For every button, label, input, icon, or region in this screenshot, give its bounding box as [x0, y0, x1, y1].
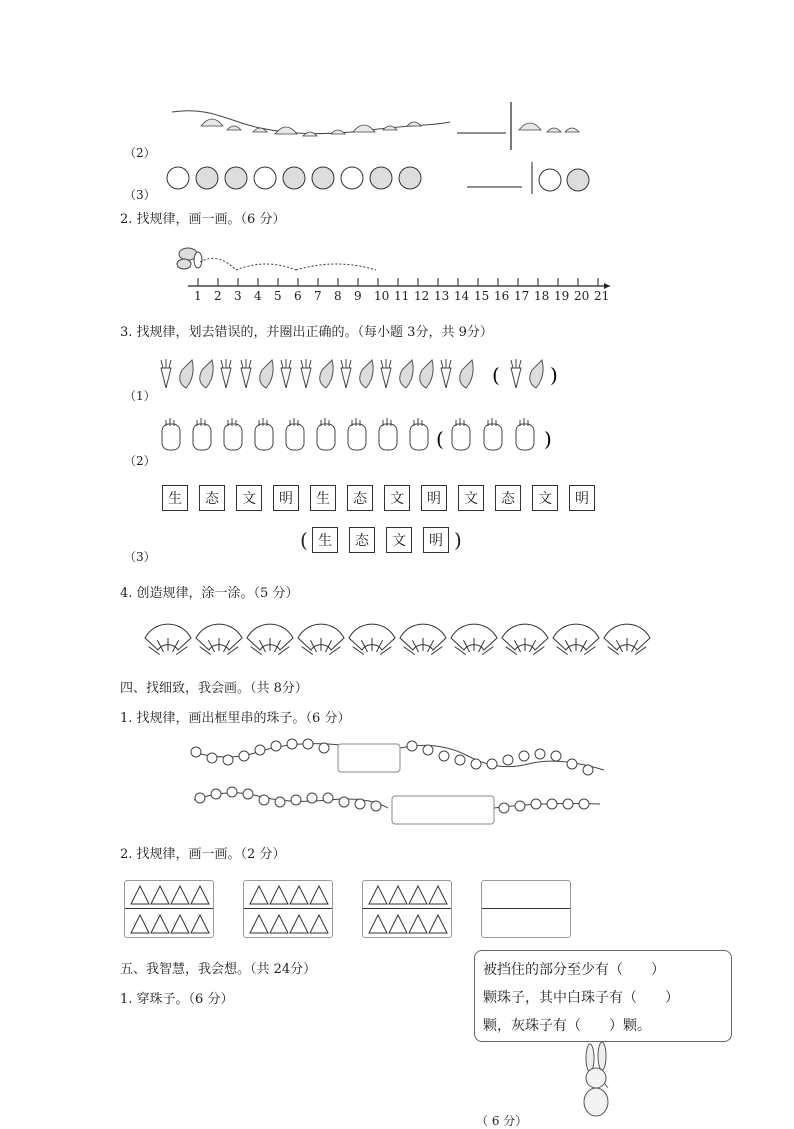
bubble-line-3: 颗，灰珠子有（ ）颗。: [483, 1018, 651, 1034]
bead: [355, 799, 365, 809]
section4-q2: 2. 找规律，画一画。（2 分）: [120, 847, 286, 862]
paren-open: (: [492, 363, 500, 387]
triangle-icon: [290, 886, 308, 904]
bead: [191, 747, 201, 757]
shell: [407, 122, 421, 126]
eggplant-icon: [320, 360, 333, 388]
hand-icon: [317, 424, 335, 450]
shell-necklace-illustration: [170, 100, 600, 150]
bead: [515, 801, 525, 811]
answer-box-2: [392, 796, 494, 824]
fan-icon: [145, 624, 191, 655]
triangle-icon: [310, 915, 328, 933]
q2-title: 2. 找规律，画一画。（6 分）: [120, 212, 286, 227]
bead: [255, 745, 265, 755]
circle-bead: [399, 167, 421, 189]
shell: [547, 128, 561, 132]
char-box: 态: [199, 485, 225, 511]
hand-gesture-sequence: [160, 416, 560, 460]
carrot-icon: [221, 368, 231, 388]
hand-icon: [286, 424, 304, 450]
carrot-icon: [341, 368, 351, 388]
circle-bead: [370, 167, 392, 189]
tick-label: 18: [534, 289, 550, 303]
char-option-box[interactable]: 生: [312, 527, 338, 553]
item-label-3: （3）: [124, 188, 156, 202]
shell: [227, 126, 241, 130]
bead: [243, 789, 253, 799]
eggplant-icon: [360, 360, 373, 388]
char-box: 态: [495, 485, 521, 511]
tick-label: 19: [554, 289, 570, 303]
bead: [407, 741, 417, 751]
circle-sequence: [164, 162, 604, 196]
hand-icon: [255, 424, 273, 450]
triangle-icon: [369, 915, 387, 933]
eggplant-icon: [460, 360, 473, 388]
bead: [259, 795, 269, 805]
bead: [211, 789, 221, 799]
char-box: 文: [532, 485, 558, 511]
section5-q1: 1. 穿珠子。（6 分）: [120, 992, 234, 1007]
bubble-line-2: 颗珠子，其中白珠子有（ ）: [483, 990, 679, 1006]
q3-sub2-label: （2）: [124, 454, 156, 468]
tick-label: 4: [254, 289, 262, 303]
carrot-icon: [441, 368, 451, 388]
butterfly-icon: [177, 248, 202, 269]
paren-close: ): [454, 528, 462, 552]
fan-icon: [247, 624, 293, 655]
triangle-icon: [151, 886, 169, 904]
circle-bead: [167, 167, 189, 189]
bead: [471, 759, 481, 769]
triangle-icon: [171, 886, 189, 904]
tick-label: 12: [414, 289, 430, 303]
bead: [319, 743, 329, 753]
hand-icon: [193, 424, 211, 450]
carrot-icon: [511, 368, 521, 388]
bead: [579, 799, 589, 809]
fan-icon: [604, 624, 650, 655]
tick-label: 21: [594, 289, 610, 303]
svg-text:(: (: [436, 427, 444, 451]
bead: [223, 755, 233, 765]
section4-q1: 1. 找规律，画出框里串的珠子。（6 分）: [120, 711, 351, 726]
eggplant-icon: [200, 360, 213, 388]
bead: [339, 797, 349, 807]
char-box: 生: [162, 485, 188, 511]
tick-label: 17: [514, 289, 530, 303]
tick-label: 8: [334, 289, 342, 303]
hand-icon: [348, 424, 366, 450]
triangle-icon: [250, 915, 268, 933]
q3-title: 3. 找规律，划去错误的，并圈出正确的。（每小题 3分，共 9分）: [120, 325, 493, 340]
fan-icon: [298, 624, 344, 655]
bubble-line-1: 被挡住的部分至少有（ ）: [483, 962, 665, 978]
shell: [383, 126, 397, 130]
fan-row: [140, 622, 660, 658]
bead: [439, 751, 449, 761]
circle-bead: [312, 167, 334, 189]
bead: [547, 799, 557, 809]
shell: [275, 127, 297, 134]
bead: [207, 753, 217, 763]
tick-label: 5: [274, 289, 282, 303]
triangle-icon: [290, 915, 308, 933]
tick-label: 15: [474, 289, 490, 303]
hand-icon: [410, 424, 428, 450]
bead: [271, 741, 281, 751]
speech-bubble: [474, 950, 732, 1042]
char-box: 文: [236, 485, 262, 511]
bead: [323, 793, 333, 803]
bead-strings: [188, 736, 608, 826]
tick-label: 3: [234, 289, 242, 303]
fan-icon: [451, 624, 497, 655]
bead: [455, 755, 465, 765]
triangle-icon: [389, 915, 407, 933]
triangle-icon: [171, 915, 189, 933]
tick-label: 6: [294, 289, 302, 303]
eggplant-icon: [180, 360, 193, 388]
item-label-2: （2）: [124, 146, 156, 160]
carrot-icon: [241, 368, 251, 388]
bead: [551, 751, 561, 761]
bead: [227, 787, 237, 797]
triangle-icon: [429, 886, 447, 904]
carrot-icon: [381, 368, 391, 388]
char-box: 明: [273, 485, 299, 511]
tick-label: 11: [394, 289, 410, 303]
paren-open: (: [300, 528, 308, 552]
bead: [563, 799, 573, 809]
triangle-icon: [369, 886, 387, 904]
circle-bead: [341, 167, 363, 189]
triangle-icon: [250, 886, 268, 904]
hand-icon: [379, 424, 397, 450]
fan-icon: [502, 624, 548, 655]
carrot-icon: [281, 368, 291, 388]
fan-icon: [553, 624, 599, 655]
triangle-icon: [389, 886, 407, 904]
bead: [567, 759, 577, 769]
triangle-icon: [310, 886, 328, 904]
answer-box-1: [338, 744, 400, 772]
circle-bead: [225, 167, 247, 189]
triangle-icon: [131, 915, 149, 933]
fan-icon: [400, 624, 446, 655]
section5-title: 五、我智慧，我会想。（共 24分）: [120, 962, 317, 977]
section4-title: 四、找细致，我会画。（共 8分）: [120, 681, 308, 696]
tick-label: 7: [314, 289, 322, 303]
shell: [353, 125, 375, 132]
score-footer: （ 6 分）: [476, 1114, 528, 1128]
q3-sub3-label: （3）: [124, 550, 156, 564]
hand-icon: [224, 424, 242, 450]
triangle-icon: [270, 915, 288, 933]
bead: [195, 793, 205, 803]
bead: [519, 751, 529, 761]
fan-icon: [196, 624, 242, 655]
paren-close: ): [550, 363, 558, 387]
bead: [303, 739, 313, 749]
circle-bead: [196, 167, 218, 189]
bead: [535, 749, 545, 759]
bead: [275, 797, 285, 807]
shell: [201, 119, 223, 126]
triangle-icon: [409, 886, 427, 904]
triangle-icon: [191, 915, 209, 933]
q3-sub1-label: （1）: [124, 389, 156, 403]
tick-label: 14: [454, 289, 470, 303]
fan-icon: [349, 624, 395, 655]
carrot-icon: [161, 368, 171, 388]
eggplant-icon: [260, 360, 273, 388]
hand-icon: [516, 424, 534, 450]
triangle-icon: [191, 886, 209, 904]
tick-label: 1: [194, 289, 202, 303]
char-box: 明: [421, 485, 447, 511]
bead: [503, 755, 513, 765]
tick-label: 16: [494, 289, 510, 303]
char-box: 生: [310, 485, 336, 511]
char-option-box[interactable]: 明: [423, 527, 449, 553]
shell: [519, 123, 541, 130]
tick-label: 9: [354, 289, 362, 303]
shell: [331, 130, 345, 134]
tick-label: 13: [434, 289, 450, 303]
circle-bead: [254, 167, 276, 189]
tick-label: 10: [374, 289, 390, 303]
char-box: 文: [384, 485, 410, 511]
circle-bead: [283, 167, 305, 189]
char-option-box[interactable]: 文: [386, 527, 412, 553]
triangle-icon: [409, 915, 427, 933]
bead: [307, 793, 317, 803]
triangle-card: [124, 880, 214, 938]
bead: [291, 795, 301, 805]
bead: [371, 801, 381, 811]
bead: [487, 759, 497, 769]
char-box: 态: [347, 485, 373, 511]
svg-text:): ): [544, 427, 552, 451]
bead: [239, 751, 249, 761]
shell: [303, 132, 317, 136]
eggplant-icon: [400, 360, 413, 388]
char-box: 文: [458, 485, 484, 511]
char-box: 明: [569, 485, 595, 511]
q4-title: 4. 创造规律，涂一涂。（5 分）: [120, 586, 299, 601]
triangle-card: [243, 880, 333, 938]
shell: [565, 128, 579, 132]
bead: [499, 803, 509, 813]
hand-icon: [452, 424, 470, 450]
answer-card[interactable]: [481, 880, 571, 938]
carrot-eggplant-sequence: [158, 356, 568, 392]
tick-label: 2: [214, 289, 222, 303]
hand-icon: [484, 424, 502, 450]
triangle-icon: [429, 915, 447, 933]
eggplant-icon: [530, 360, 543, 388]
triangle-icon: [131, 886, 149, 904]
triangle-card: [362, 880, 452, 938]
char-option-box[interactable]: 态: [349, 527, 375, 553]
triangle-icon: [151, 915, 169, 933]
tick-label: 20: [574, 289, 590, 303]
hand-icon: [162, 424, 180, 450]
carrot-icon: [301, 368, 311, 388]
rabbit-icon: [572, 1040, 622, 1120]
eggplant-icon: [420, 360, 433, 388]
bead: [423, 745, 433, 755]
triangle-icon: [270, 886, 288, 904]
bead: [287, 739, 297, 749]
bead: [531, 799, 541, 809]
bead: [583, 765, 593, 775]
